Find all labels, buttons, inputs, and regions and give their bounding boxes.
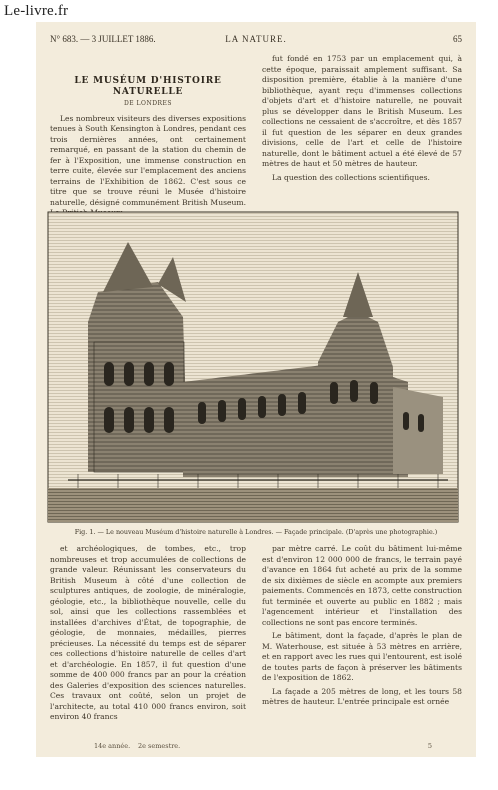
article-bottom-right-column (262, 544, 462, 752)
article-paragraph: fut fondé en 1753 par un emplacement qui, à cette époque, paraissait amplement suffisant. Sa disposition première, établie à la manière d'une bibliothèque, ayant reçu d'immenses collections d'objets d'art et d'histoire naturelle, ne pouvait plus se développer dans le British Museum. Les collections ne cessaient de s'accroître, et dès 1857 il fut question de les séparer en deux grandes divisions, celle de l'art et celle de l'histoire naturelle, dont le bâtiment actuel a été élevé de 57 mètres de haut et 50 mètres de hauteur. (262, 54, 462, 168)
journal-page (36, 22, 476, 757)
page-number: 65 (453, 34, 462, 44)
museum-engraving (48, 212, 458, 522)
figure-caption: Fig. 1. — Le nouveau Muséum d'histoire naturelle à Londres. — Façade principale. (D'après une photographie.) (74, 528, 438, 536)
issue-date: N° 683. — 3 JUILLET 1886. (50, 34, 156, 44)
article-paragraph: par mètre carré. Le coût du bâtiment lui-même est d'environ 12 000 000 de francs, le terrain payé d'avance en 1864 fut acheté au prix de la somme de six dixièmes de siècle en acompte aux premiers paiements. Commencés en 1873, cette construction fut terminée et ouverte au public en 1882 ; mais l'agencement intérieur et l'installation des collections ne sont pas encore terminés. (262, 544, 462, 627)
signature-semester: 2e semestre. (138, 742, 181, 750)
article-title: LE MUSÉUM D'HISTOIRE NATURELLE (74, 76, 222, 97)
article-paragraph: et archéologiques, de tombes, etc., trop nombreuses et trop accumulées de collections de grande valeur. Réunissant les conservateurs du British Museum à côté d'une collection de sculptures antiques, de zoologie, de minéralogie, géologie, etc., la bibliothèque nouvelle, celle du sol, ainsi que les collections rassemblées et installées d'archives d'État, de topographie, de géologie, de monnaies, médailles, pierres précieuses. La nécessité du temps est de séparer ces collections d'histoire naturelle de celles d'art et d'archéologie. En 1857, il fut question d'une somme de 400 000 francs par an pour la création des Galeries d'exposition des sciences naturelles. Ces travaux ont coûté, selon un projet de l'architecte, au total 410 000 francs environ, soit environ 40 francs (50, 544, 246, 721)
article-paragraph: Les nombreux visiteurs des diverses expositions tenues à South Kensington à Londres, pendant ces trois dernières années, ont certainement remarqué, en passant de la station du chemin de fer à l'Exposition, une immense construction en terre cuite, élevée sur l'emplacement des anciens terrains de l'Exhibition de 1862. C'est sous ce titre que se trouve réuni le Musée d'histoire naturelle, désigné communément British Museum. (50, 113, 246, 207)
article-right-column (262, 54, 462, 194)
article-byline: DE LONDRES (123, 100, 173, 107)
journal-title: LA NATURE. (225, 34, 287, 44)
article-bottom-left-column (50, 544, 246, 752)
article-paragraph: La question des collections scientifiques. (272, 172, 430, 182)
signature-year: 14e année. (94, 742, 131, 750)
article-paragraph: La façade a 205 mètres de long, et les tours 58 mètres de hauteur. L'entrée principale est ornée (262, 686, 462, 706)
signature-number: 5 (427, 742, 432, 750)
article-intro-column (50, 76, 246, 207)
site-logo: Le-livre.fr (4, 3, 69, 19)
page-header (50, 34, 462, 48)
article-paragraph: Le bâtiment, dont la façade, d'après le plan de M. Waterhouse, est située à 53 mètres en arrière, et en rapport avec les rues qui l'entourent, est isolé de toutes parts de façon à préserver les bâtiments de l'exposition de 1862. (262, 631, 462, 682)
